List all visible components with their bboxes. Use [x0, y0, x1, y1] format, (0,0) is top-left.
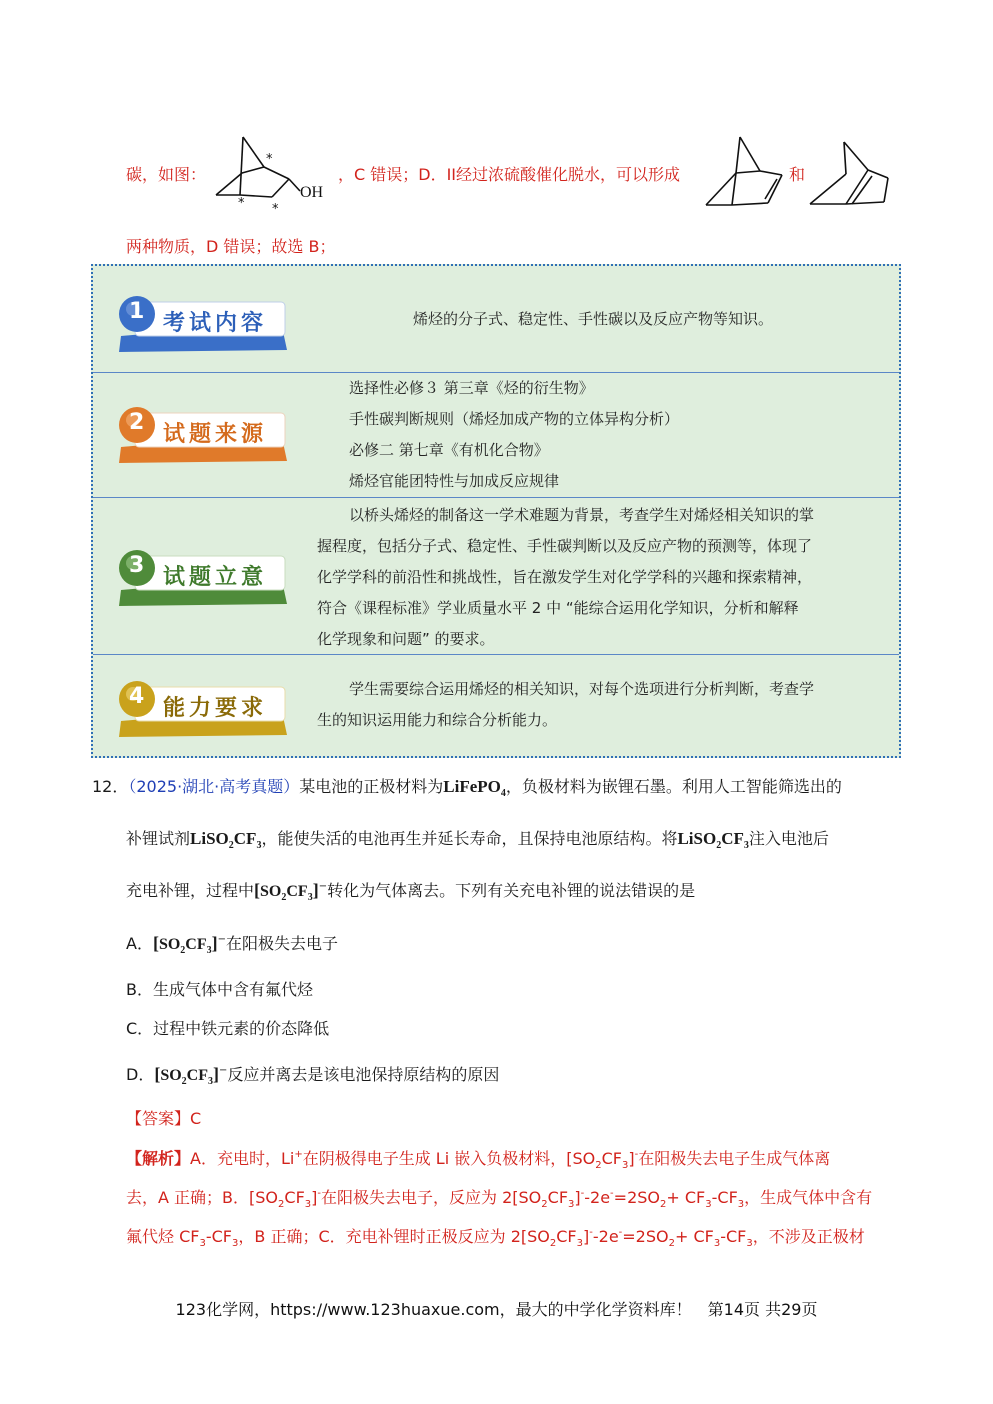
formula-sub: 2 [716, 840, 722, 851]
analysis-text: =2SO [613, 1188, 660, 1207]
formula: SO [260, 883, 282, 900]
page-footer: 123化学网，https://www.123huaxue.com，最大的中学化学资料库！ 第14页 共29页 [175, 1300, 818, 1319]
row-text: 手性碳判断规则（烯烃加成产物的立体异构分析） [349, 410, 680, 428]
analysis-sup: - [317, 1188, 321, 1199]
analysis-text: 在阳极失去电子生成气体离 [638, 1149, 831, 1168]
star-mark: * [238, 196, 245, 211]
analysis-sup: + [294, 1149, 303, 1160]
row-text: 学生需要综合运用烯烃的相关知识，对每个选项进行分析判断，考查学 [349, 680, 815, 698]
analysis-text: CF [556, 1227, 577, 1246]
formula-sub: 3 [206, 945, 212, 956]
row-text: 生的知识运用能力和综合分析能力。 [317, 711, 558, 729]
formula: CF [186, 1067, 208, 1084]
analysis-text: A．充电时，Li [190, 1149, 295, 1168]
option-text: 反应并离去是该电池保持原结构的原因 [227, 1065, 500, 1084]
analysis-text: ，B 正确；C．充电补锂时正极反应为 2[SO [238, 1227, 550, 1246]
info-row-ability [93, 655, 899, 756]
analysis-sub: 3 [232, 1238, 239, 1249]
analysis-text: -CF [711, 1188, 738, 1207]
formula-sub: 2 [181, 1076, 187, 1087]
question-stem-line3: 充电补锂，过程中$[SO_2CF_3]^-$转化为气体离去。下列有关充电补锂的说法错误的是 [126, 880, 696, 903]
analysis-sub: 3 [713, 1238, 721, 1249]
formula: CF [185, 936, 207, 953]
formula-sub: 4 [500, 788, 506, 799]
stem-text: 转化为气体离去。下列有关充电补锂的说法错误的是 [327, 881, 696, 900]
badge-number: 4 [129, 684, 145, 709]
row-text: 以桥头烯烃的制备这一学术难题为背景，考查学生对烯烃相关知识的掌 [349, 506, 815, 524]
analysis-text: CF [547, 1188, 569, 1207]
bridgehead-alkene-structure-icon [806, 138, 892, 208]
top-line1-and: 和 [789, 165, 806, 184]
stem-text: 注入电池后 [748, 829, 829, 848]
analysis-sup: - [589, 1227, 593, 1238]
row-text: 握程度，包括分子式、稳定性、手性碳判断以及反应产物的预测等，体现了 [317, 537, 813, 555]
analysis-line3 [126, 1224, 865, 1249]
formula: CF [721, 829, 744, 848]
badge-number: 1 [129, 299, 145, 324]
question-source: （2025·湖北·高考真题） [128, 777, 300, 796]
analysis-text: 去，A 正确；B．[SO [126, 1188, 279, 1207]
analysis-label: 【解析】 [126, 1149, 191, 1168]
analysis-sub: 2 [541, 1199, 548, 1210]
analysis-text: ，不涉及正极材 [752, 1227, 865, 1246]
analysis-text: ] [574, 1188, 581, 1207]
answer-value: C [190, 1109, 202, 1128]
formula: CF [233, 829, 257, 848]
row-text: 选择性必修３ 第三章《烃的衍生物》 [349, 379, 594, 397]
row-text: 必修二 第七章《有机化合物》 [349, 441, 549, 459]
option-label: D． [126, 1065, 155, 1084]
analysis-line2 [126, 1185, 872, 1210]
formula: CF [286, 883, 308, 900]
top-line1-mid: ，C 错误；D．II经过浓硫酸催化脱水，可以形成 [338, 165, 681, 184]
option-label: A． [126, 934, 153, 953]
analysis-sub: 3 [746, 1238, 753, 1249]
row-text: 烯烃官能团特性与加成反应规律 [349, 472, 560, 490]
answer-line [126, 1106, 201, 1129]
analysis-sup: - [618, 1227, 623, 1238]
badge-2 [111, 403, 291, 463]
analysis-text: CF [601, 1149, 622, 1168]
analysis-text: -2e [584, 1188, 611, 1207]
norbornanol-structure-icon [212, 133, 337, 215]
formula-sub: 2 [180, 945, 186, 956]
option-b[interactable]: B．生成气体中含有氟代烃 [126, 980, 313, 999]
analysis-sub: 3 [737, 1199, 745, 1210]
analysis-sub: 2 [549, 1238, 557, 1249]
formula-sub: 2 [281, 892, 287, 903]
analysis-sub: 3 [705, 1199, 712, 1210]
analysis-text: ] [628, 1149, 635, 1168]
formula-sub: 3 [208, 1076, 213, 1087]
info-row-source [93, 373, 899, 498]
formula: LiSO [190, 829, 229, 848]
stem-text: 补锂试剂 [126, 829, 191, 848]
badge-number: 2 [129, 410, 145, 435]
question-stem-line2 [126, 826, 829, 851]
formula: SO [160, 1067, 182, 1084]
analysis-sub: 3 [576, 1238, 583, 1249]
stem-text: ，负极材料为嵌锂石墨。利用人工智能筛选出的 [505, 777, 842, 796]
analysis-text: ] [311, 1188, 318, 1207]
analysis-text: =2SO [622, 1227, 669, 1246]
analysis-sub: 2 [660, 1199, 667, 1210]
formula-sub: 2 [228, 840, 234, 851]
formula-sup: − [318, 881, 328, 892]
stem-text: ，能使失活的电池再生并延长寿命，且保持电池原结构。将 [261, 829, 678, 848]
badge-1 [111, 292, 291, 352]
formula: SO [158, 936, 181, 953]
oh-label: OH [300, 184, 324, 201]
badge-label: 考试内容 [163, 311, 268, 336]
badge-label: 试题来源 [163, 422, 268, 447]
formula-sub: 3 [743, 840, 749, 851]
formula: LiSO [677, 829, 717, 848]
badge-3 [111, 546, 291, 606]
stem-text: 充电补锂，过程中 [126, 881, 255, 900]
badge-label: 试题立意 [163, 565, 268, 590]
analysis-text: 在阳极失去电子，反应为 2[SO [321, 1188, 542, 1207]
badge-4 [111, 677, 291, 737]
norbornene-structure-icon [702, 133, 788, 209]
analysis-sup: - [610, 1188, 614, 1199]
formula-sub: 3 [307, 892, 313, 903]
analysis-text: -CF [720, 1227, 747, 1246]
star-mark: * [272, 202, 279, 215]
top-line2: 两种物质，D 错误；故选 B； [126, 237, 336, 256]
analysis-sub: 3 [622, 1160, 629, 1171]
analysis-sup: - [634, 1149, 639, 1160]
analysis-sub: 3 [304, 1199, 312, 1210]
analysis-sub: 2 [595, 1160, 602, 1171]
question-stem-line1 [92, 774, 842, 799]
row-text: 化学现象和问题” 的要求。 [317, 630, 495, 648]
analysis-text: 在阴极得电子生成 Li 嵌入负极材料，[SO [302, 1149, 596, 1168]
analysis-line1 [126, 1146, 830, 1171]
formula: LiFePO [443, 777, 501, 796]
formula-sup: − [217, 934, 227, 945]
analysis-text: + CF [674, 1227, 714, 1246]
formula-sub: 3 [256, 840, 262, 851]
option-c[interactable]: C．过程中铁元素的价态降低 [126, 1019, 330, 1038]
option-d[interactable]: D．$[SO_2CF_3]^-$反应并离去是该电池保持原结构的原因 [126, 1064, 500, 1087]
analysis-text: ] [583, 1227, 590, 1246]
analysis-text: -2e [592, 1227, 619, 1246]
formula-sup: − [219, 1065, 228, 1076]
info-row-exam-content [93, 266, 899, 373]
analysis-text: + CF [666, 1188, 706, 1207]
option-text: 在阳极失去电子 [226, 934, 339, 953]
analysis-text: CF [284, 1188, 305, 1207]
top-line1-prefix: 碳，如图： [126, 165, 207, 184]
analysis-sup: - [580, 1188, 585, 1199]
option-a[interactable]: A．$[SO_2CF_3]^-$在阳极失去电子 [126, 933, 339, 956]
stem-text: 某电池的正极材料为 [299, 777, 444, 796]
question-number: 12． [92, 777, 129, 796]
badge-number: 3 [129, 553, 145, 578]
row-text: 符合《课程标准》学业质量水平 2 中 “能综合运用化学知识，分析和解释 [317, 599, 799, 617]
analysis-sub: 3 [199, 1238, 206, 1249]
analysis-sub: 3 [568, 1199, 575, 1210]
analysis-sub: 2 [668, 1238, 675, 1249]
analysis-text: 氟代烃 CF [126, 1227, 200, 1246]
row-text: 烯烃的分子式、稳定性、手性碳以及反应产物等知识。 [413, 310, 774, 328]
analysis-text: -CF [205, 1227, 232, 1246]
info-row-intent [93, 498, 899, 655]
analysis-text: ，生成气体中含有 [744, 1188, 873, 1207]
row-text: 化学学科的前沿性和挑战性，旨在激发学生对化学学科的兴趣和探索精神， [317, 568, 813, 586]
badge-label: 能力要求 [163, 696, 268, 721]
exam-info-table [91, 264, 901, 758]
star-mark: * [266, 152, 273, 167]
answer-label: 【答案】 [126, 1109, 191, 1128]
analysis-sub: 2 [278, 1199, 285, 1210]
